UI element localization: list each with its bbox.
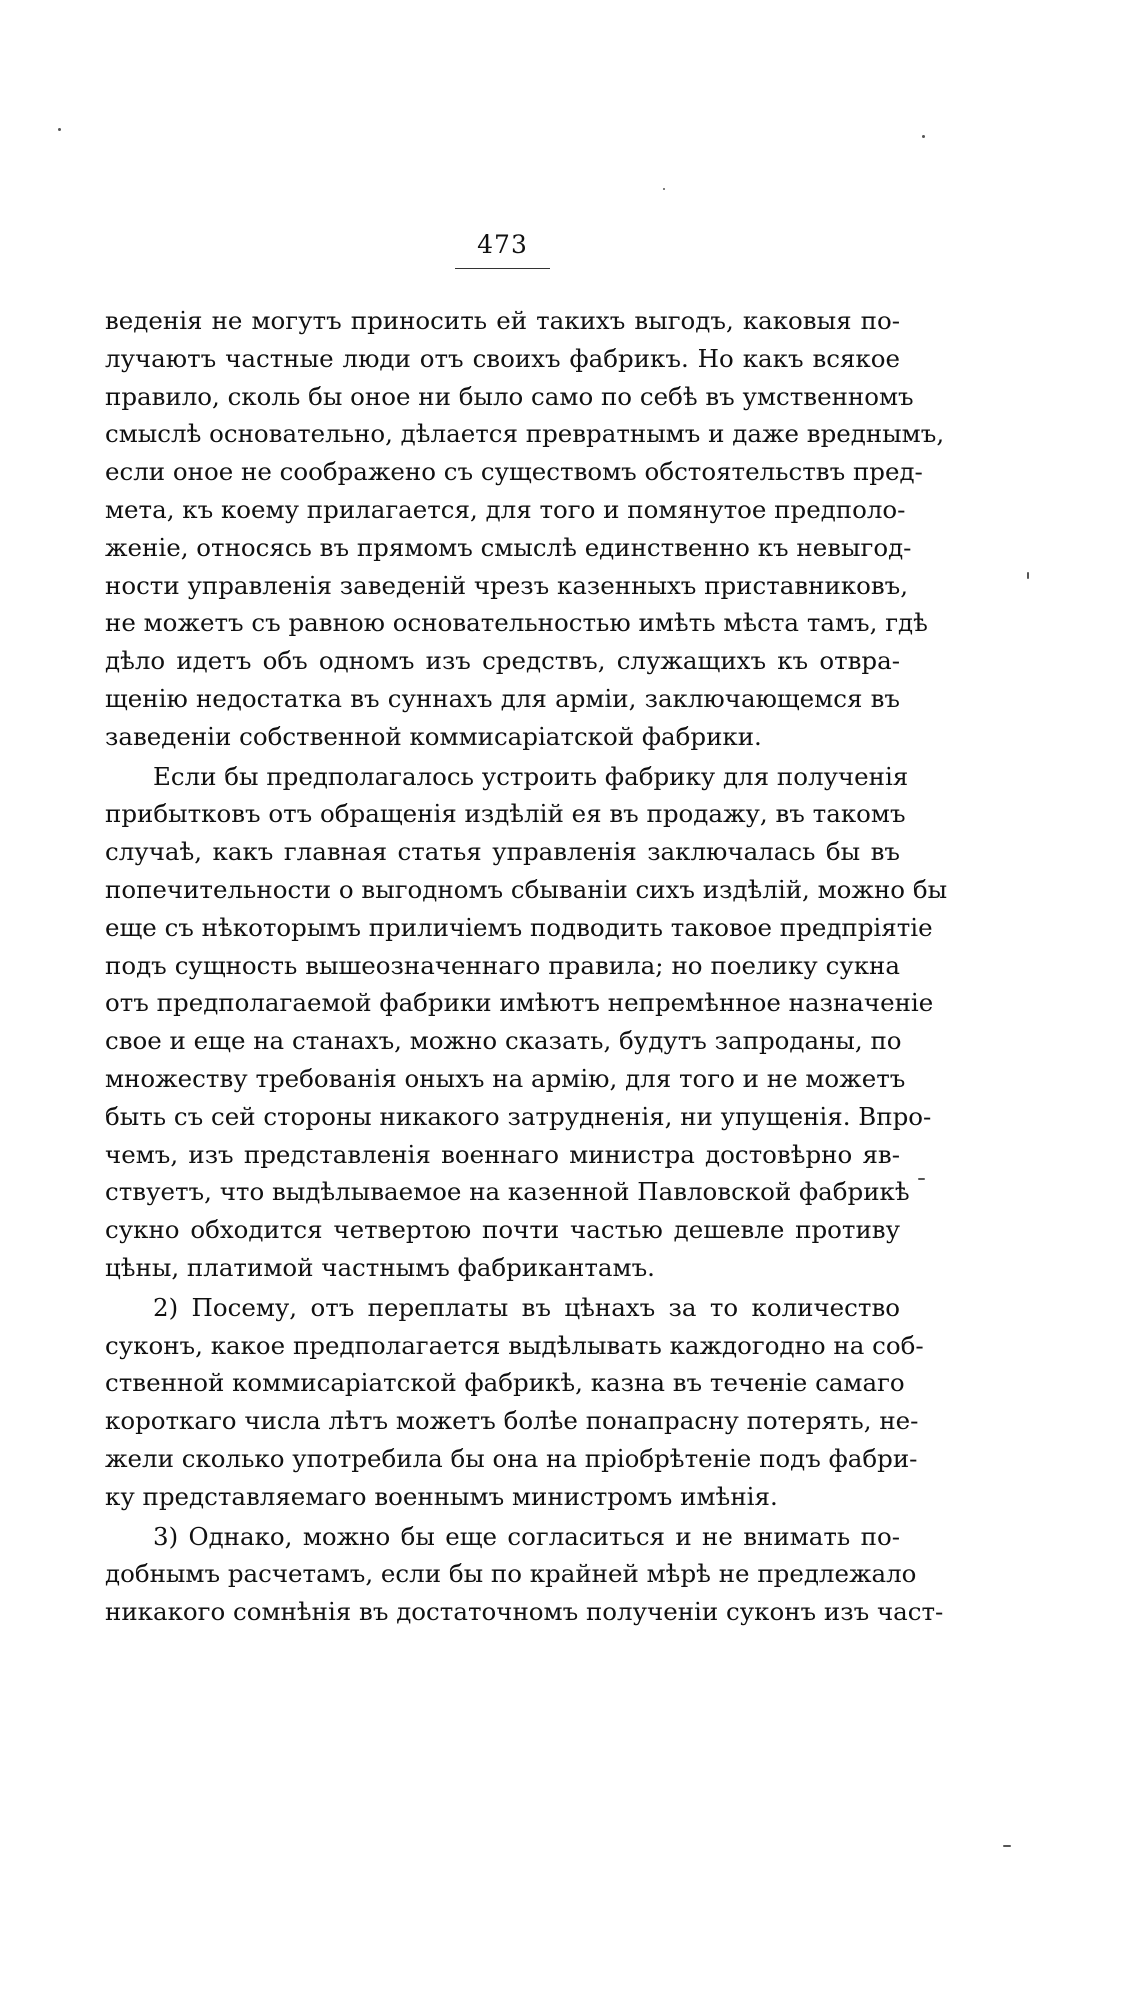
text-line: цѣны, платимой частнымъ фабрикантамъ.: [105, 1252, 655, 1282]
text-line: не можетъ съ равною основательностью имѣть мѣста тамъ, гдѣ: [105, 608, 928, 638]
paragraph: [105, 1289, 924, 1516]
paragraph: [105, 758, 948, 1287]
page-number: 473: [477, 230, 528, 259]
text-line: короткаго числа лѣтъ можетъ болѣе понапрасну потерять, не-: [105, 1406, 919, 1436]
text-line: смыслѣ основательно, дѣлается превратнымъ и даже вреднымъ,: [105, 419, 945, 449]
text-line: подъ сущность вышеозначеннаго правила; но поелику сукна: [105, 950, 900, 980]
text-line: веденія не могутъ приносить ей такихъ выгодъ, каковыя по-: [105, 306, 900, 335]
text-line: 2) Посему, отъ переплаты въ цѣнахъ за то количество: [153, 1292, 900, 1322]
text-line: ствуетъ, что выдѣлываемое на казенной Павловской фабрикѣ: [105, 1177, 910, 1207]
text-line: чемъ, изъ представленія военнаго министра достовѣрно яв-: [105, 1139, 900, 1169]
text-line: лучаютъ частные люди отъ своихъ фабрикъ. Но какъ всякое: [105, 343, 900, 373]
scan-speck: [1027, 572, 1029, 579]
paragraph: [105, 1518, 944, 1631]
text-line: случаѣ, какъ главная статья управленія заключалась бы въ: [105, 837, 900, 867]
scan-speck: [918, 1178, 925, 1180]
text-line: щенію недостатка въ суннахъ для арміи, заключающемся въ: [105, 683, 900, 713]
text-line: жели сколько употребила бы она на пріобрѣтеніе подъ фабри-: [105, 1443, 918, 1473]
text-line: 3) Однако, можно бы еще согласиться и не внимать по-: [153, 1521, 900, 1551]
scan-speck: [922, 135, 925, 138]
text-line: попечительности о выгодномъ сбываніи сихъ издѣлій, можно бы: [105, 874, 948, 904]
text-line: множеству требованія оныхъ на армію, для того и не можетъ: [105, 1063, 906, 1093]
scan-speck: [1003, 1845, 1011, 1847]
text-line: еще съ нѣкоторымъ приличіемъ подводить таковое предпріятіе: [105, 912, 933, 942]
text-line: дѣло идетъ объ одномъ изъ средствъ, служащихъ къ отвра-: [105, 646, 900, 676]
text-line: ку представляемаго военнымъ министромъ имѣнія.: [105, 1481, 778, 1511]
text-line: ственной коммисаріатской фабрикѣ, казна въ теченіе самаго: [105, 1368, 905, 1398]
scan-speck: [663, 188, 665, 190]
text-line: мета, къ коему прилагается, для того и помянутое предполо-: [105, 494, 906, 524]
text-line: правило, сколь бы оное ни было само по себѣ въ умственномъ: [105, 381, 914, 411]
text-line: никакого сомнѣнія въ достаточномъ полученіи суконъ изъ част-: [105, 1597, 944, 1627]
text-line: ности управленія заведеній чрезъ казенныхъ приставниковъ,: [105, 570, 909, 600]
text-line: женіе, относясь въ прямомъ смыслѣ единственно къ невыгод-: [105, 532, 912, 562]
text-line: если оное не соображено съ существомъ обстоятельствъ пред-: [105, 457, 923, 487]
paragraph: [105, 302, 945, 756]
scan-speck: [58, 128, 61, 131]
text-line: свое и еще на станахъ, можно сказать, будутъ запроданы, по: [105, 1026, 902, 1056]
text-line: Если бы предполагалось устроить фабрику для полученія: [153, 761, 909, 791]
text-line: прибытковъ отъ обращенія издѣлій ея въ продажу, въ такомъ: [105, 799, 906, 829]
text-line: суконъ, какое предполагается выдѣлывать каждогодно на соб-: [105, 1330, 924, 1360]
text-line: добнымъ расчетамъ, если бы по крайней мѣрѣ не предлежало: [105, 1559, 917, 1589]
body-text: [105, 302, 948, 1631]
text-line: сукно обходится четвертою почти частью дешевле противу: [105, 1215, 900, 1245]
page-number-rule: [455, 268, 550, 269]
text-line: заведеніи собственной коммисаріатской фабрики.: [105, 721, 762, 751]
text-line: отъ предполагаемой фабрики имѣютъ непремѣнное назначеніе: [105, 988, 934, 1018]
text-line: быть съ сей стороны никакого затрудненія, ни упущенія. Впро-: [105, 1101, 932, 1131]
